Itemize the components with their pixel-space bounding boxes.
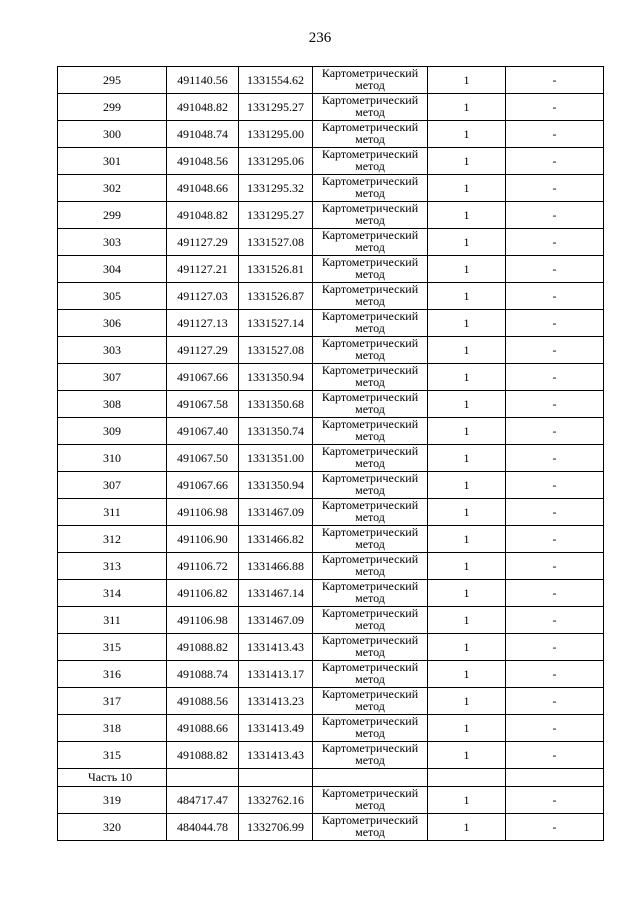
page-number: 236 xyxy=(308,30,332,46)
note-cell: - xyxy=(506,634,604,661)
x-coordinate-cell: 491127.21 xyxy=(167,256,239,283)
note-cell: - xyxy=(506,256,604,283)
accuracy-cell: 1 xyxy=(428,814,506,841)
table-row xyxy=(58,175,604,202)
method-line1: Картометрический xyxy=(321,282,419,296)
note-cell: - xyxy=(506,94,604,121)
accuracy-cell: 1 xyxy=(428,499,506,526)
table-row xyxy=(58,688,604,715)
method-line2: метод xyxy=(355,267,385,281)
note-cell: - xyxy=(506,121,604,148)
method-line1: Картометрический xyxy=(321,498,419,512)
method-line2: метод xyxy=(355,753,385,767)
point-number-cell: 307 xyxy=(58,472,167,499)
y-coordinate-cell: 1331466.88 xyxy=(239,553,313,580)
x-coordinate-cell: 491067.40 xyxy=(167,418,239,445)
x-coordinate-cell: 491067.66 xyxy=(167,364,239,391)
x-coordinate-cell: 491088.74 xyxy=(167,661,239,688)
y-coordinate-cell: 1331527.08 xyxy=(239,337,313,364)
method-line1: Картометрический xyxy=(321,579,419,593)
method-cell xyxy=(313,499,428,526)
y-coordinate-cell: 1331295.32 xyxy=(239,175,313,202)
x-coordinate-cell: 491067.58 xyxy=(167,391,239,418)
x-coordinate-cell: 491048.82 xyxy=(167,202,239,229)
method-line1: Картометрический xyxy=(321,363,419,377)
accuracy-cell: 1 xyxy=(428,742,506,769)
method-line1: Картометрический xyxy=(321,552,419,566)
point-number-cell: 303 xyxy=(58,337,167,364)
point-number-cell: 313 xyxy=(58,553,167,580)
point-number-cell: 317 xyxy=(58,688,167,715)
y-coordinate-cell: 1331466.82 xyxy=(239,526,313,553)
method-cell xyxy=(313,472,428,499)
table-row xyxy=(58,553,604,580)
method-line1: Картометрический xyxy=(321,633,419,647)
method-cell xyxy=(313,661,428,688)
table-row xyxy=(58,202,604,229)
accuracy-cell: 1 xyxy=(428,121,506,148)
y-coordinate-cell: 1331350.74 xyxy=(239,418,313,445)
table-row xyxy=(58,634,604,661)
method-line2: метод xyxy=(355,78,385,92)
point-number-cell: 301 xyxy=(58,148,167,175)
x-coordinate-cell: 491106.98 xyxy=(167,607,239,634)
table-row xyxy=(58,391,604,418)
y-coordinate-cell: 1331527.14 xyxy=(239,310,313,337)
method-line1: Картометрический xyxy=(321,813,419,827)
point-number-cell: 299 xyxy=(58,94,167,121)
method-cell xyxy=(313,283,428,310)
method-cell xyxy=(313,229,428,256)
point-number-cell: 306 xyxy=(58,310,167,337)
table-row xyxy=(58,445,604,472)
y-coordinate-cell: 1331413.23 xyxy=(239,688,313,715)
note-cell: - xyxy=(506,148,604,175)
method-line1: Картометрический xyxy=(321,120,419,134)
y-coordinate-cell: 1331467.09 xyxy=(239,499,313,526)
table-row xyxy=(58,229,604,256)
y-coordinate-cell: 1331350.94 xyxy=(239,472,313,499)
method-cell xyxy=(313,634,428,661)
table-row xyxy=(58,607,604,634)
x-coordinate-cell: 491106.82 xyxy=(167,580,239,607)
point-number-cell: 318 xyxy=(58,715,167,742)
method-cell xyxy=(313,121,428,148)
method-line2: метод xyxy=(355,798,385,812)
table-row xyxy=(58,742,604,769)
accuracy-cell: 1 xyxy=(428,67,506,94)
y-coordinate-cell: 1331467.14 xyxy=(239,580,313,607)
accuracy-cell: 1 xyxy=(428,283,506,310)
point-number-cell: 311 xyxy=(58,499,167,526)
method-cell xyxy=(313,607,428,634)
method-cell xyxy=(313,688,428,715)
x-coordinate-cell: 491088.82 xyxy=(167,742,239,769)
accuracy-cell: 1 xyxy=(428,391,506,418)
coordinates-table xyxy=(57,66,604,841)
y-coordinate-cell: 1331526.87 xyxy=(239,283,313,310)
method-line1: Картометрический xyxy=(321,741,419,755)
y-coordinate-cell: 1331350.94 xyxy=(239,364,313,391)
method-line2: метод xyxy=(355,132,385,146)
method-line1: Картометрический xyxy=(321,201,419,215)
method-line2: метод xyxy=(355,618,385,632)
table-row xyxy=(58,499,604,526)
x-coordinate-cell: 491127.03 xyxy=(167,283,239,310)
note-cell: - xyxy=(506,229,604,256)
note-cell: - xyxy=(506,715,604,742)
method-line2: метод xyxy=(355,294,385,308)
accuracy-cell: 1 xyxy=(428,634,506,661)
note-cell: - xyxy=(506,391,604,418)
method-cell xyxy=(313,814,428,841)
x-coordinate-cell: 491048.56 xyxy=(167,148,239,175)
method-cell xyxy=(313,526,428,553)
method-line1: Картометрический xyxy=(321,255,419,269)
note-cell: - xyxy=(506,814,604,841)
point-number-cell: 303 xyxy=(58,229,167,256)
method-line1: Картометрический xyxy=(321,66,419,80)
method-cell xyxy=(313,148,428,175)
y-coordinate-cell: 1331527.08 xyxy=(239,229,313,256)
x-coordinate-cell: 491127.13 xyxy=(167,310,239,337)
method-cell xyxy=(313,715,428,742)
point-number-cell: 302 xyxy=(58,175,167,202)
x-coordinate-cell: 491048.66 xyxy=(167,175,239,202)
note-cell: - xyxy=(506,445,604,472)
method-cell xyxy=(313,310,428,337)
method-line2: метод xyxy=(355,375,385,389)
accuracy-cell: 1 xyxy=(428,472,506,499)
method-line1: Картометрический xyxy=(321,786,419,800)
method-line1: Картометрический xyxy=(321,525,419,539)
point-number-cell: 310 xyxy=(58,445,167,472)
y-coordinate-cell: 1331413.43 xyxy=(239,634,313,661)
y-coordinate-cell: 1331295.00 xyxy=(239,121,313,148)
part-label: Часть 10 xyxy=(58,769,167,787)
accuracy-cell: 1 xyxy=(428,337,506,364)
method-line2: метод xyxy=(355,213,385,227)
method-line2: метод xyxy=(355,510,385,524)
table-row xyxy=(58,814,604,841)
part-header-row xyxy=(58,769,604,787)
method-line1: Картометрический xyxy=(321,687,419,701)
method-line2: метод xyxy=(355,825,385,839)
method-cell xyxy=(313,742,428,769)
table-row xyxy=(58,472,604,499)
x-coordinate-cell: 491048.74 xyxy=(167,121,239,148)
method-line2: метод xyxy=(355,591,385,605)
note-cell: - xyxy=(506,310,604,337)
point-number-cell: 319 xyxy=(58,787,167,814)
accuracy-cell: 1 xyxy=(428,553,506,580)
method-cell xyxy=(313,256,428,283)
y-coordinate-cell: 1331413.17 xyxy=(239,661,313,688)
method-cell xyxy=(313,337,428,364)
accuracy-cell: 1 xyxy=(428,202,506,229)
point-number-cell: 309 xyxy=(58,418,167,445)
method-cell xyxy=(313,67,428,94)
accuracy-cell: 1 xyxy=(428,787,506,814)
table-row xyxy=(58,310,604,337)
accuracy-cell: 1 xyxy=(428,148,506,175)
method-line2: метод xyxy=(355,240,385,254)
method-line2: метод xyxy=(355,348,385,362)
accuracy-cell: 1 xyxy=(428,445,506,472)
note-cell: - xyxy=(506,553,604,580)
method-line2: метод xyxy=(355,645,385,659)
table-row xyxy=(58,580,604,607)
method-cell xyxy=(313,391,428,418)
point-number-cell: 320 xyxy=(58,814,167,841)
y-coordinate-cell: 1331350.68 xyxy=(239,391,313,418)
method-line2: метод xyxy=(355,564,385,578)
method-cell xyxy=(313,202,428,229)
x-coordinate-cell: 491088.82 xyxy=(167,634,239,661)
method-cell xyxy=(313,364,428,391)
method-line2: метод xyxy=(355,537,385,551)
note-cell: - xyxy=(506,418,604,445)
x-coordinate-cell: 491088.56 xyxy=(167,688,239,715)
note-cell: - xyxy=(506,787,604,814)
table-row xyxy=(58,715,604,742)
note-cell: - xyxy=(506,688,604,715)
y-coordinate-cell: 1332706.99 xyxy=(239,814,313,841)
point-number-cell: 304 xyxy=(58,256,167,283)
empty-cell xyxy=(239,769,313,787)
method-line2: метод xyxy=(355,402,385,416)
accuracy-cell: 1 xyxy=(428,688,506,715)
point-number-cell: 305 xyxy=(58,283,167,310)
point-number-cell: 311 xyxy=(58,607,167,634)
x-coordinate-cell: 491088.66 xyxy=(167,715,239,742)
method-line2: метод xyxy=(355,672,385,686)
method-line1: Картометрический xyxy=(321,606,419,620)
point-number-cell: 300 xyxy=(58,121,167,148)
table-row xyxy=(58,67,604,94)
table-row xyxy=(58,121,604,148)
method-cell xyxy=(313,553,428,580)
method-line1: Картометрический xyxy=(321,228,419,242)
method-cell xyxy=(313,787,428,814)
x-coordinate-cell: 484044.78 xyxy=(167,814,239,841)
method-line2: метод xyxy=(355,726,385,740)
method-cell xyxy=(313,445,428,472)
method-cell xyxy=(313,94,428,121)
coordinates-table-body xyxy=(58,67,604,841)
table-row xyxy=(58,661,604,688)
x-coordinate-cell: 491127.29 xyxy=(167,337,239,364)
y-coordinate-cell: 1331295.27 xyxy=(239,202,313,229)
x-coordinate-cell: 491106.98 xyxy=(167,499,239,526)
method-line2: метод xyxy=(355,105,385,119)
method-line1: Картометрический xyxy=(321,336,419,350)
accuracy-cell: 1 xyxy=(428,607,506,634)
method-line1: Картометрический xyxy=(321,417,419,431)
point-number-cell: 315 xyxy=(58,742,167,769)
point-number-cell: 315 xyxy=(58,634,167,661)
y-coordinate-cell: 1331413.43 xyxy=(239,742,313,769)
note-cell: - xyxy=(506,175,604,202)
method-line1: Картометрический xyxy=(321,444,419,458)
accuracy-cell: 1 xyxy=(428,94,506,121)
note-cell: - xyxy=(506,499,604,526)
method-line2: метод xyxy=(355,456,385,470)
empty-cell xyxy=(506,769,604,787)
y-coordinate-cell: 1332762.16 xyxy=(239,787,313,814)
method-cell xyxy=(313,580,428,607)
x-coordinate-cell: 491106.90 xyxy=(167,526,239,553)
x-coordinate-cell: 491140.56 xyxy=(167,67,239,94)
x-coordinate-cell: 491048.82 xyxy=(167,94,239,121)
method-cell xyxy=(313,175,428,202)
y-coordinate-cell: 1331295.06 xyxy=(239,148,313,175)
table-row xyxy=(58,148,604,175)
point-number-cell: 308 xyxy=(58,391,167,418)
note-cell: - xyxy=(506,742,604,769)
table-row xyxy=(58,256,604,283)
y-coordinate-cell: 1331526.81 xyxy=(239,256,313,283)
accuracy-cell: 1 xyxy=(428,580,506,607)
point-number-cell: 299 xyxy=(58,202,167,229)
y-coordinate-cell: 1331351.00 xyxy=(239,445,313,472)
x-coordinate-cell: 491067.66 xyxy=(167,472,239,499)
note-cell: - xyxy=(506,364,604,391)
empty-cell xyxy=(167,769,239,787)
note-cell: - xyxy=(506,607,604,634)
table-row xyxy=(58,283,604,310)
method-line2: метод xyxy=(355,159,385,173)
point-number-cell: 312 xyxy=(58,526,167,553)
point-number-cell: 314 xyxy=(58,580,167,607)
method-line1: Картометрический xyxy=(321,471,419,485)
note-cell: - xyxy=(506,661,604,688)
note-cell: - xyxy=(506,67,604,94)
y-coordinate-cell: 1331554.62 xyxy=(239,67,313,94)
note-cell: - xyxy=(506,526,604,553)
table-row xyxy=(58,337,604,364)
x-coordinate-cell: 491127.29 xyxy=(167,229,239,256)
accuracy-cell: 1 xyxy=(428,256,506,283)
note-cell: - xyxy=(506,283,604,310)
method-line1: Картометрический xyxy=(321,309,419,323)
accuracy-cell: 1 xyxy=(428,310,506,337)
method-line1: Картометрический xyxy=(321,147,419,161)
accuracy-cell: 1 xyxy=(428,715,506,742)
empty-cell xyxy=(428,769,506,787)
point-number-cell: 307 xyxy=(58,364,167,391)
accuracy-cell: 1 xyxy=(428,175,506,202)
accuracy-cell: 1 xyxy=(428,661,506,688)
method-line1: Картометрический xyxy=(321,714,419,728)
method-line2: метод xyxy=(355,429,385,443)
x-coordinate-cell: 484717.47 xyxy=(167,787,239,814)
note-cell: - xyxy=(506,472,604,499)
method-line2: метод xyxy=(355,186,385,200)
accuracy-cell: 1 xyxy=(428,526,506,553)
y-coordinate-cell: 1331295.27 xyxy=(239,94,313,121)
y-coordinate-cell: 1331467.09 xyxy=(239,607,313,634)
table-row xyxy=(58,526,604,553)
table-row xyxy=(58,418,604,445)
point-number-cell: 316 xyxy=(58,661,167,688)
note-cell: - xyxy=(506,202,604,229)
method-line1: Картометрический xyxy=(321,390,419,404)
method-line1: Картометрический xyxy=(321,93,419,107)
table-row xyxy=(58,787,604,814)
table-row xyxy=(58,364,604,391)
accuracy-cell: 1 xyxy=(428,229,506,256)
point-number-cell: 295 xyxy=(58,67,167,94)
table-row xyxy=(58,94,604,121)
method-line2: метод xyxy=(355,321,385,335)
note-cell: - xyxy=(506,580,604,607)
method-line2: метод xyxy=(355,699,385,713)
method-cell xyxy=(313,418,428,445)
x-coordinate-cell: 491106.72 xyxy=(167,553,239,580)
method-line2: метод xyxy=(355,483,385,497)
x-coordinate-cell: 491067.50 xyxy=(167,445,239,472)
method-line1: Картометрический xyxy=(321,174,419,188)
method-line1: Картометрический xyxy=(321,660,419,674)
note-cell: - xyxy=(506,337,604,364)
accuracy-cell: 1 xyxy=(428,364,506,391)
y-coordinate-cell: 1331413.49 xyxy=(239,715,313,742)
empty-cell xyxy=(313,769,428,787)
accuracy-cell: 1 xyxy=(428,418,506,445)
